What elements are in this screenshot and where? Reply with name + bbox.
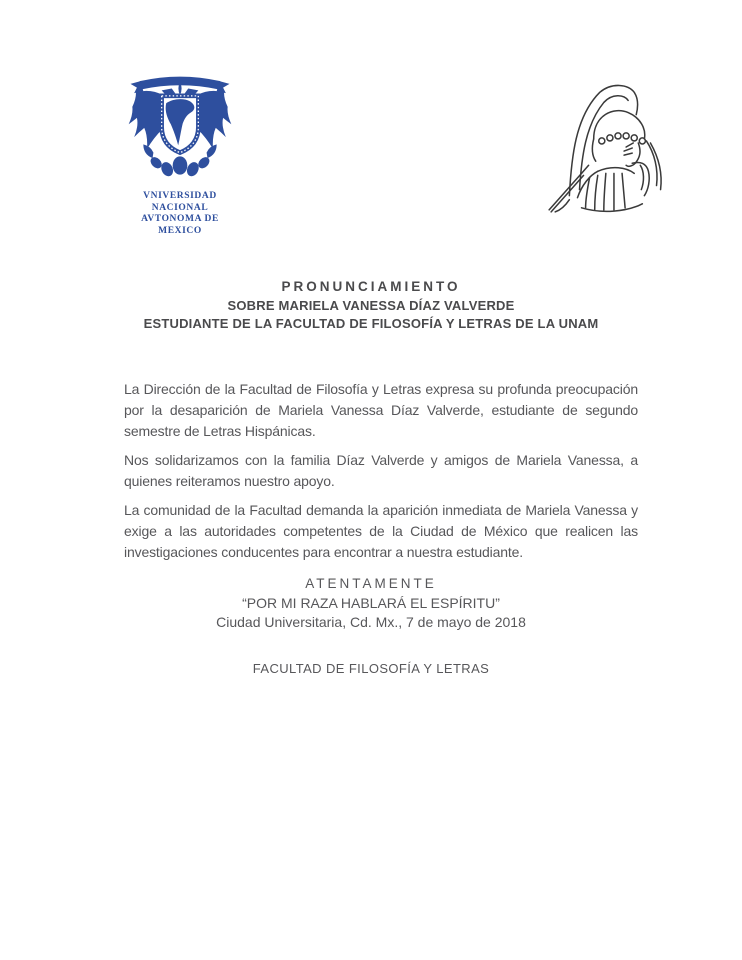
paragraph: La Dirección de la Facultad de Filosofía y Letras expresa su profunda preocupación por la desaparición de Mariela Vanessa Díaz Valverde, estudiante de segundo semestre de Letras Hispánicas. (124, 381, 638, 439)
body-text (124, 379, 638, 571)
document-title: PRONUNCIAMIENTO (281, 279, 461, 294)
paragraph: La comunidad de la Facultad demanda la aparición inmediata de Mariela Vanessa y exige a las autoridades competentes de la Ciudad de México que realicen las investigaciones conducentes para encontrar a nuestra estudiante. (124, 502, 638, 560)
ffyl-emblem (541, 76, 693, 219)
motto: “POR MI RAZA HABLARÁ EL ESPÍRITU” (242, 594, 500, 611)
unam-coat-of-arms-icon (125, 70, 235, 184)
athena-helmeted-figure-icon (541, 76, 693, 214)
salutation: ATENTAMENTE (305, 576, 437, 591)
paragraph: Nos solidarizamos con la familia Díaz Valverde y amigos de Mariela Vanessa, a quienes reiteramos nuestro apoyo. (124, 452, 638, 489)
closing-block (0, 574, 742, 633)
unam-logo (118, 70, 242, 237)
dateline: Ciudad Universitaria, Cd. Mx., 7 de mayo de 2018 (216, 614, 526, 630)
unam-caption-line: AVTONOMA DE (141, 214, 219, 224)
unam-caption-line: MEXICO (158, 225, 202, 236)
title-subject: SOBRE MARIELA VANESSA DÍAZ VALVERDE (227, 297, 515, 313)
title-subtitle: ESTUDIANTE DE LA FACULTAD DE FILOSOFÍA Y LETRAS DE LA UNAM (143, 316, 599, 331)
signature: FACULTAD DE FILOSOFÍA Y LETRAS (252, 661, 490, 676)
unam-caption-line: VNIVERSIDAD NACIONAL (143, 191, 217, 213)
title-block (0, 278, 742, 334)
